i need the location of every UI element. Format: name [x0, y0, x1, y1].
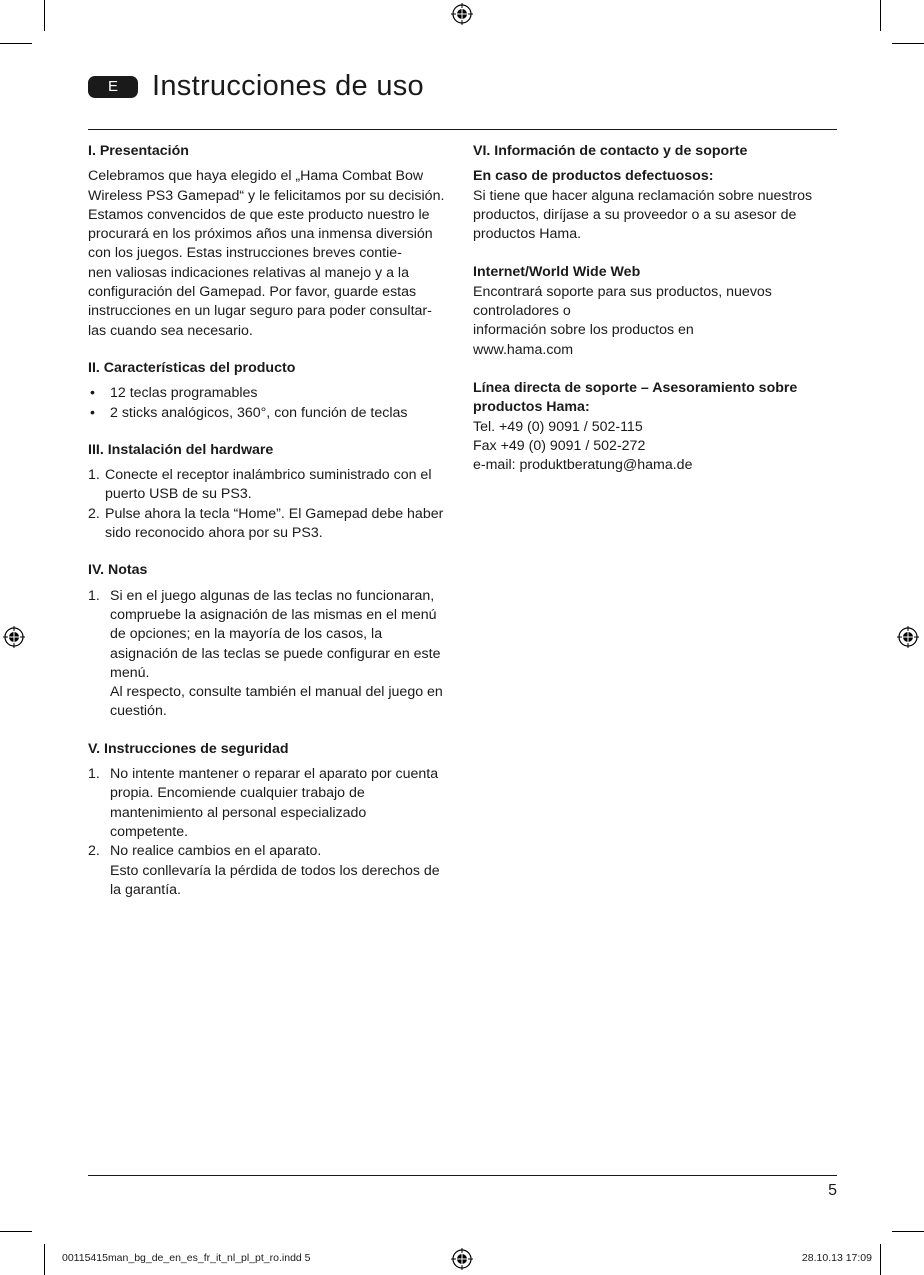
- section-heading: VI. Información de contacto y de soporte: [473, 143, 748, 159]
- section-heading: IV. Notas: [88, 562, 148, 579]
- text-line: cuestión.: [110, 703, 167, 720]
- section-heading: III. Instalación del hardware: [88, 441, 274, 458]
- crop-mark: [0, 43, 32, 44]
- section-presentation: [88, 142, 456, 341]
- text-line: Estamos convencidos de que este producto nuestro le: [88, 206, 430, 223]
- left-column: [88, 142, 456, 918]
- section-heading: V. Instrucciones de seguridad: [88, 740, 289, 757]
- text-line: competente.: [110, 823, 189, 840]
- item-number: 1.: [88, 467, 100, 484]
- email-address[interactable]: e-mail: produktberatung@hama.de: [473, 457, 693, 474]
- subheading: [473, 379, 841, 418]
- text-line: compruebe la asignación de las mismas en el menú: [110, 606, 437, 623]
- item-number: 2.: [88, 843, 100, 860]
- item-number: 1.: [88, 587, 100, 604]
- item-number: 1.: [88, 766, 100, 783]
- text-line: Wireless PS3 Gamepad“ y le felicitamos por su decisión.: [88, 187, 445, 204]
- text-line: Conecte el receptor inalámbrico suministrado con el: [105, 467, 432, 484]
- list-item: [88, 505, 456, 544]
- list-item: [88, 842, 456, 900]
- defects-block: [473, 167, 841, 244]
- text-line: No realice cambios en el aparato.: [110, 843, 322, 860]
- text-line: productos, diríjase a su proveedor o a su asesor de: [473, 206, 797, 223]
- list-item: • 12 teclas programables: [88, 384, 456, 403]
- subheading: En caso de productos defectuosos:: [473, 168, 714, 185]
- crop-mark: [892, 43, 924, 44]
- text-line: las cuando sea necesario.: [88, 322, 253, 339]
- subheading: Internet/World Wide Web: [473, 264, 641, 281]
- notes-list: [88, 587, 456, 722]
- text-line: controladores o: [473, 303, 571, 320]
- list-item: [88, 765, 456, 842]
- text-line: Línea directa de soporte – Asesoramiento sobre: [473, 379, 798, 396]
- section-safety: [88, 740, 456, 900]
- text-line: asignación de las teclas se puede configurar en este: [110, 645, 441, 662]
- registration-mark-icon: [3, 626, 25, 648]
- text-line: Pulse ahora la tecla “Home”. El Gamepad debe haber: [105, 505, 444, 522]
- page-title: Instrucciones de uso: [152, 70, 424, 102]
- list-item: • 2 sticks analógicos, 360°, con función de teclas: [88, 404, 456, 423]
- crop-mark: [880, 1244, 881, 1275]
- crop-mark: [44, 1244, 45, 1275]
- page-number: 5: [828, 1182, 837, 1199]
- text-line: Si tiene que hacer alguna reclamación sobre nuestros: [473, 187, 813, 204]
- language-badge: E: [88, 76, 138, 98]
- list-item: [88, 466, 456, 505]
- right-column: [473, 142, 841, 493]
- header-divider: [88, 129, 837, 130]
- web-block: [473, 263, 841, 359]
- install-steps: [88, 466, 456, 543]
- phone-number: Tel. +49 (0) 9091 / 502-115: [473, 418, 643, 435]
- list-item: [88, 587, 456, 722]
- text-line: puerto USB de su PS3.: [105, 486, 252, 503]
- text-line: mantenimiento al personal especializado: [110, 804, 367, 821]
- section-notes: [88, 561, 456, 721]
- text-line: Encontrará soporte para sus productos, nuevos: [473, 283, 772, 300]
- hotline-block: [473, 379, 841, 475]
- crop-mark: [880, 0, 881, 31]
- crop-mark: [0, 1231, 32, 1232]
- slug-date: 28.10.13 17:09: [801, 1252, 872, 1264]
- text-line: productos Hama.: [473, 226, 582, 243]
- text-line: configuración del Gamepad. Por favor, guarde estas: [88, 284, 417, 301]
- safety-list: [88, 765, 456, 900]
- text-line: propia. Encomiende cualquier trabajo de: [110, 785, 365, 802]
- text-line: Si en el juego algunas de las teclas no funcionaran,: [110, 587, 435, 604]
- section-features: [88, 359, 456, 423]
- website-link[interactable]: www.hama.com: [473, 341, 574, 358]
- registration-mark-icon: [451, 3, 473, 25]
- text-line: menú.: [110, 664, 150, 681]
- text-line: procurará en los próximos años una inmensa diversión: [88, 226, 433, 243]
- section-heading: I. Presentación: [88, 143, 189, 159]
- registration-mark-icon: [897, 626, 919, 648]
- section-heading: II. Características del producto: [88, 359, 296, 376]
- crop-mark: [892, 1231, 924, 1232]
- text-line: información sobre los productos en: [473, 322, 694, 339]
- fax-number: Fax +49 (0) 9091 / 502-272: [473, 437, 646, 454]
- feature-list: [88, 384, 456, 423]
- slug-filename: 00115415man_bg_de_en_es_fr_it_nl_pl_pt_ro.indd 5: [62, 1252, 311, 1264]
- text-line: No intente mantener o reparar el aparato por cuenta: [110, 766, 439, 783]
- text-line: la garantía.: [110, 881, 181, 898]
- text-line: Al respecto, consulte también el manual del juego en: [110, 684, 443, 701]
- section-hardware-install: [88, 441, 456, 543]
- crop-mark: [44, 0, 45, 31]
- footer-divider: [88, 1175, 837, 1176]
- presentation-paragraph: [88, 167, 456, 341]
- item-number: 2.: [88, 505, 100, 522]
- section-contact-support: [473, 142, 841, 475]
- text-line: Esto conllevaría la pérdida de todos los derechos de: [110, 862, 440, 879]
- registration-mark-icon: [451, 1248, 473, 1270]
- text-line: de opciones; en la mayoría de los casos, la: [110, 626, 383, 643]
- text-line: instrucciones en un lugar seguro para poder consultar-: [88, 303, 432, 320]
- text-line: nen valiosas indicaciones relativas al manejo y a la: [88, 264, 409, 281]
- text-line: productos Hama:: [473, 399, 590, 416]
- text-line: Celebramos que haya elegido el „Hama Combat Bow: [88, 168, 424, 185]
- text-line: sido reconocido ahora por su PS3.: [105, 525, 323, 542]
- text-line: con los juegos. Estas instrucciones breves contie-: [88, 245, 402, 262]
